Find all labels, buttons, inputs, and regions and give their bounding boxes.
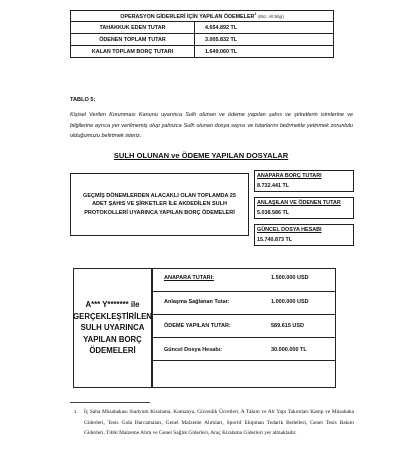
row-label: ÖDEME YAPILAN TUTAR: [164, 323, 231, 329]
table-header-text: OPERASYON GİDERLERİ İÇİN YAPILAN ÖDEMELER [120, 13, 255, 20]
table-row [71, 34, 334, 46]
footnote-number: 1 [74, 409, 77, 414]
footnote-divider [70, 402, 150, 403]
row-value: 589.615 USD [271, 323, 305, 329]
table-row [71, 22, 334, 34]
row-label: Anlaşma Sağlanan Tutar: [164, 299, 230, 305]
payments-summary-table [70, 10, 334, 58]
row-label: Güncel Dosya Hesabı: [164, 347, 223, 353]
settlement-description: GEÇMİŞ DÖNEMLERDEN ALACAKLI OLAN TOPLAMDA 25 ADET ŞAHIS VE ŞİRKETLER İLE AKDEDİLEN SULH PROTOKOLLERİ UYARINCA YAPILAN BORÇ ÖDEMELERİ [70, 173, 249, 236]
table-row [71, 46, 334, 58]
row-value: 1.649.060 TL [195, 46, 334, 58]
row-value: 30.000.000 TL [271, 347, 307, 353]
row-label: TAHAKKUK EDEN TUTAR [71, 22, 195, 34]
table-header-row [71, 11, 334, 22]
row-value: 1.000.000 USD [271, 299, 309, 305]
item-label: GÜNCEL DOSYA HESABI [257, 227, 322, 233]
footnote-text: İç Saha Müsabakası Stadyum Kiralama, Kumanya, Güvenlik Ücretleri, A Takım ve Alt Yapı Takımları Kamp ve Müsabaka Giderleri, Tesis Gıda Harcamaları, Genel Malzeme Alımları, Sportif Ekipman Tedarik Bedelleri, Genel Tesis Bakım Giderleri, Tıbbi Malzeme Alım ve Genel Sağlık Giderleri, Araç Kiralama Giderleri yer almaktadır. [84, 409, 354, 436]
row-label: ANAPARA TUTARI: [164, 275, 215, 281]
item-label: ANAPARA BORÇ TUTARI [257, 173, 322, 179]
row-divider [152, 337, 336, 338]
item-value: 8.732.441 TL [257, 183, 290, 189]
section-title: SULH OLUNAN ve ÖDEME YAPILAN DOSYALAR [113, 151, 289, 160]
item-label: ANLAŞILAN VE ÖDENEN TUTAR [257, 200, 341, 206]
footnote-ref: 1 [254, 12, 257, 17]
table-caption: TABLO 5; [70, 97, 96, 103]
table-header [71, 11, 334, 22]
row-label: KALAN TOPLAM BORÇ TUTARI [71, 46, 195, 58]
table-header-note: (Bkz. Alt Bilgi) [257, 13, 284, 19]
row-value: 3.005.832 TL [195, 34, 334, 46]
row-divider [152, 291, 336, 292]
settlement-box-1 [70, 168, 355, 252]
item-value: 5.038.586 TL [257, 210, 290, 216]
privacy-paragraph: Kişisel Verilen Korunması Kanunu uyarınca Sulh olunan ve ödeme yapılan şahıs ve şirketlerin isimlerine ve bilgilerine ayrıca yer verilmemiş olup yalnızca Sulh olunan dosya sayısı ve tutarlarını belirmekle yetinmek zorunlulu olduğumuzu belirtmek isteriz. [70, 112, 353, 139]
row-value: 1.500.000 USD [271, 275, 309, 281]
item-value: 15.740.873 TL [257, 237, 293, 243]
row-value: 4.654.892 TL [195, 22, 334, 34]
row-label: ÖDENEN TOPLAM TUTAR [71, 34, 195, 46]
row-divider [152, 314, 336, 315]
row-divider [152, 360, 336, 361]
settlement-box-2-description: A*** Y******* ile GERÇEKLEŞTİRİLEN SULH UYARINCA YAPILAN BORÇ ÖDEMELERİ [73, 268, 152, 388]
